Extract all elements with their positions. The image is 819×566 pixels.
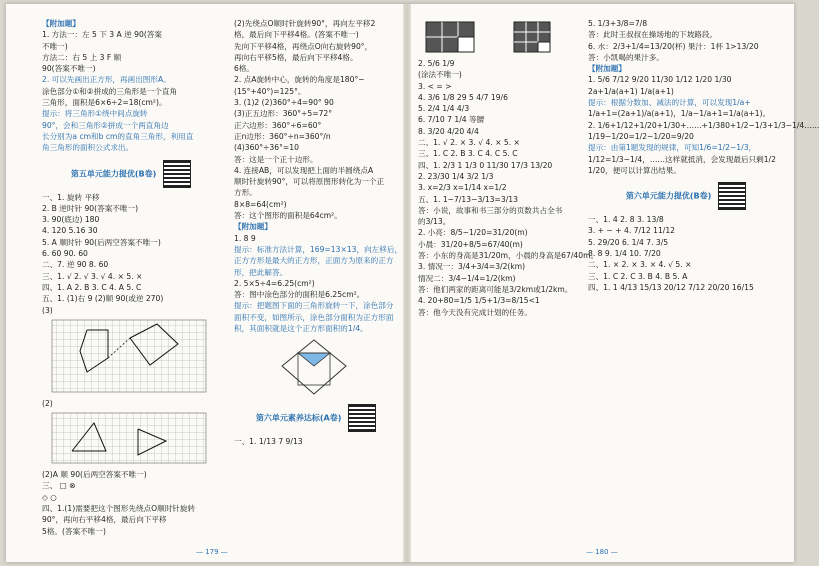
answer-line: (2)A 顺 90(后两空答案不唯一) (42, 470, 147, 480)
answer-line: 二、7. 逆 90 8. 60 (42, 260, 109, 270)
text-line: 2. 5×5÷4=6.25(cm²) (234, 278, 315, 288)
text-line: 2. 小亮：8/5−1/20=31/20(m) (418, 228, 528, 238)
answer-line: 四、1. A 2. B 3. C 4. A 5. C (42, 282, 142, 292)
text-line: 8×8=64(cm²) (234, 199, 287, 209)
text-line: 1/20，便可以计算出结果。 (588, 165, 681, 175)
text-line: 1. 8 9 (234, 233, 256, 243)
text-line: 正n边形：360°÷n=360°/n (234, 131, 331, 141)
answer-line: 三、1. C 2. B 3. C 4. C 5. C (418, 149, 518, 159)
text-line: 1/19−1/20=1/2−1/20=9/20 (588, 131, 694, 141)
text-line: 4. 20+80=1/5 1/5+1/3=8/15<1 (418, 296, 540, 306)
text-line: 情况二：3/4−1/4=1/2(km) (418, 273, 516, 283)
text-line: 1. 方法一：左 5 下 3 A 逆 90(答案 (42, 30, 162, 40)
text-line: 1. 5/6 7/12 9/20 11/30 1/12 1/20 1/30 (588, 75, 732, 85)
answer-line: 2. 23/30 1/4 3/2 1/3 (418, 171, 494, 181)
text-line: 方法二：右 5 上 3 F 顺 (42, 52, 122, 62)
section-title (234, 404, 398, 432)
hint-line: 形，把此解答。 (234, 267, 288, 277)
answer-line: 90°，再向右平移4格，最后向下平移 (42, 515, 167, 525)
answer-line: 三、 □ ⊗ (42, 481, 76, 491)
text-line: 格，最后向下平移4格。(答案不唯一) (234, 30, 359, 40)
hint-line: 积，其面积就是这个正方形面积的1/4。 (234, 324, 368, 334)
text-line: 答：这是一个正十边形。 (234, 154, 318, 164)
hint-line: 90°，会和三角形②拼成一个两直角边 (42, 120, 169, 130)
text-line: 5. 1/3+3/8=7/8 (588, 19, 648, 28)
qr-code-icon (718, 182, 746, 210)
text-line: 4. 连接AB，可以发现把上面的半圆绕点A (234, 165, 374, 175)
section-title-text: 第六单元素养达标(A卷) (255, 413, 342, 423)
text-line: 8. 3/20 4/20 4/4 (418, 126, 479, 136)
text-line: 2. 点A旋转中心，旋转的角度是180°− (234, 75, 365, 85)
hint-line: 提示：标准方法计算，169=13×13，向左移后， (234, 244, 403, 254)
page-number-right: — 180 — (586, 548, 618, 556)
text-line: (2)先绕点O顺时针旋转90°，再向左平移2 (234, 19, 376, 28)
text-line: 答：他们两家的距离可能是3/2km或1/2km。 (418, 284, 573, 294)
answer-line: 4. 120 5.16 30 (42, 226, 98, 236)
answer-line: 二、1. × 2. × 3. × 4. √ 5. × (588, 260, 692, 270)
answer-line: 6. 60 90. 60 (42, 249, 88, 259)
text-line: 先向下平移4格，再绕点O向右旋转90°， (234, 41, 373, 51)
text-line: (涂法不唯一) (418, 70, 462, 80)
column-4 (588, 18, 819, 293)
hint-line: 提示：由第1题发现的规律，可知1/6=1/2−1/3， (588, 143, 757, 153)
text-line: 90(答案不唯一) (42, 64, 96, 74)
page-number-left: — 179 — (196, 548, 228, 556)
text-line: (2) (42, 398, 53, 408)
answer-line: 3. 90(底边) 180 (42, 215, 100, 225)
answer-line: 四、1. 2/3 1 1/3 0 11/30 17/3 13/20 (418, 160, 553, 170)
answer-line: 2. B 逆时针 90(答案不唯一) (42, 203, 139, 213)
text-line: 4. 3/6 1/8 29 5 4/7 19/6 (418, 92, 508, 102)
text-line: 2. 5/6 1/9 (418, 59, 455, 68)
hint-line: 正方方形是最大的正方形，正面方为原来的正方 (234, 256, 394, 266)
text-line: (4)360°÷36°=10 (234, 143, 299, 153)
text-line: 小晨：31/20+8/5=67/40(m) (418, 239, 523, 249)
text-line: (3)正五边形：360°÷5=72° (234, 109, 333, 119)
hint-line: 面积不变，如图所示，涂色部分面积为正方形面 (234, 312, 394, 322)
qr-code-icon (163, 160, 191, 188)
grid-figure (42, 318, 212, 396)
answer-line: 五、1. (1)右 9 (2)顺 90(或逆 270) (42, 294, 164, 304)
hint-line: 角三角形的面积公式求出。 (42, 143, 134, 153)
answer-line: 二、1. √ 2. × 3. √ 4. × 5. × (418, 138, 520, 148)
text-line: 不唯一) (42, 41, 68, 51)
bonus-heading: 【附加题】 (588, 64, 626, 74)
answer-line: 5. A 顺时针 90(后两空答案不唯一) (42, 237, 161, 247)
answer-line: 一、1. 旋转 平移 (42, 192, 100, 202)
answer-line: 三、1. √ 2. √ 3. √ 4. × 5. × (42, 271, 143, 281)
text-line: 2. 可以先画出正方形，再画出图形A。 (42, 75, 171, 85)
answer-line: 四、1.(1)需要把这个图形先绕点O顺时针旋转 (42, 504, 196, 514)
text-line: 的3/13。 (418, 217, 451, 227)
text-line: 答：小东的身高是31/20m，小晨的身高是67/40m。 (418, 251, 599, 261)
text-line: 5. 2/4 1/4 4/3 (418, 104, 470, 114)
text-line: 6. 7/10 7 1/4 等腰 (418, 115, 485, 125)
answer-line: 五、1. 1−7/13−3/13=3/13 (418, 194, 518, 204)
answer-line: 5格。(答案不唯一) (42, 526, 106, 536)
text-line: 2a+1/a(a+1) 1/a(a+1) (588, 86, 674, 96)
book-spine (403, 4, 411, 562)
section-title (588, 182, 784, 210)
text-line: 3. 情况一：3/4+3/4=3/2(km) (418, 262, 526, 272)
answer-line: ◇ ○ (42, 492, 57, 502)
text-line: 6. 水：2/3+1/4=13/20(杯) 果汁：1杯 1>13/20 (588, 41, 759, 51)
answer-line: 3. x=2/3 x=1/14 x=1/2 (418, 183, 507, 193)
text-line: 答：小凯喝的果汁多。 (588, 52, 664, 62)
text-line: 2. 1/6+1/12+1/20+1/30+……+1/380+1/2−1/3+1/3−1/4…… (588, 120, 819, 130)
column-1 (42, 18, 220, 537)
answer-line: 5. 29/20 6. 1/4 7. 3/5 (588, 237, 669, 247)
section-title (42, 160, 220, 188)
hint-line: 提示：把题图下面的三角形旋转一下，涂色部分 (234, 301, 394, 311)
column-2 (234, 18, 403, 448)
answer-line: 一、1. 1/13 7 9/13 (234, 437, 303, 447)
answer-line: 一、1. 4 2. 8 3. 13/8 (588, 215, 664, 225)
bonus-heading: 【附加题】 (42, 19, 80, 28)
text-line: 1/12=1/3−1/4，……这样就抵消，会发现最后只剩1/2 (588, 154, 776, 164)
text-line: (15°+40°)=125°。 (234, 86, 306, 96)
qr-code-icon (348, 404, 376, 432)
hint-line: 长分别为a cm和b cm的直角三角形，利用直 (42, 131, 194, 141)
text-line: 方形。 (234, 188, 257, 198)
text-line: 顺时针旋转90°，可以将原图形转化为一个正 (234, 177, 385, 187)
answer-line: (3) (42, 305, 53, 315)
section-title-text: 第六单元能力提优(B卷) (625, 191, 712, 201)
text-line: 答：图中涂色部分的面积是6.25cm²。 (234, 290, 365, 300)
column-3 (418, 18, 599, 318)
grid-figure-2 (42, 411, 212, 467)
hint-line: 提示：根据分数加、减法的计算，可以发现1/a+ (588, 98, 751, 108)
answer-line: 3. + − + 4. 7/12 11/12 (588, 226, 675, 236)
answer-line: 四、1. 1 4/13 15/13 20/12 7/12 20/20 16/15 (588, 282, 754, 292)
text-line: 1/a+1=(2a+1)/a(a+1)，1/a−1/a+1=1/a(a+1)。 (588, 109, 771, 119)
hint-line: 提示：将三角形①绕中间点旋转 (42, 109, 148, 119)
rotated-square-figure (234, 336, 394, 398)
text-line: 再向右平移5格，最后向下平移4格。 (234, 52, 358, 62)
text-line: 6格。 (234, 64, 255, 74)
workbook-spread (6, 4, 819, 562)
section-title-text: 第五单元能力提优(B卷) (70, 169, 157, 179)
text-line: 答：这个图形的面积是64cm²。 (234, 211, 342, 221)
text-line: 涂色部分①和②拼成的三角形是一个直角 (42, 86, 178, 96)
text-line: 3. < = > (418, 81, 452, 91)
text-line: 答：此时王叔叔在操场地的下坡路段。 (588, 30, 718, 40)
text-line: 3. (1)2 (2)360°÷4=90° 90 (234, 98, 334, 108)
answer-line: 8. 8 9. 1/4 10. 7/20 (588, 249, 661, 259)
text-line: 答：他今天没有完成计划的任务。 (418, 307, 532, 317)
bonus-heading: 【附加题】 (234, 222, 272, 232)
text-line: 答：小说，故事和书三部分的页数共占全书 (418, 205, 563, 215)
fraction-shading-figure (418, 20, 568, 56)
text-line: 正六边形：360°÷6=60° (234, 120, 322, 130)
text-line: 三角形，面积是6×6÷2=18(cm²)。 (42, 98, 167, 108)
answer-line: 三、1. C 2. C 3. B 4. B 5. A (588, 271, 688, 281)
